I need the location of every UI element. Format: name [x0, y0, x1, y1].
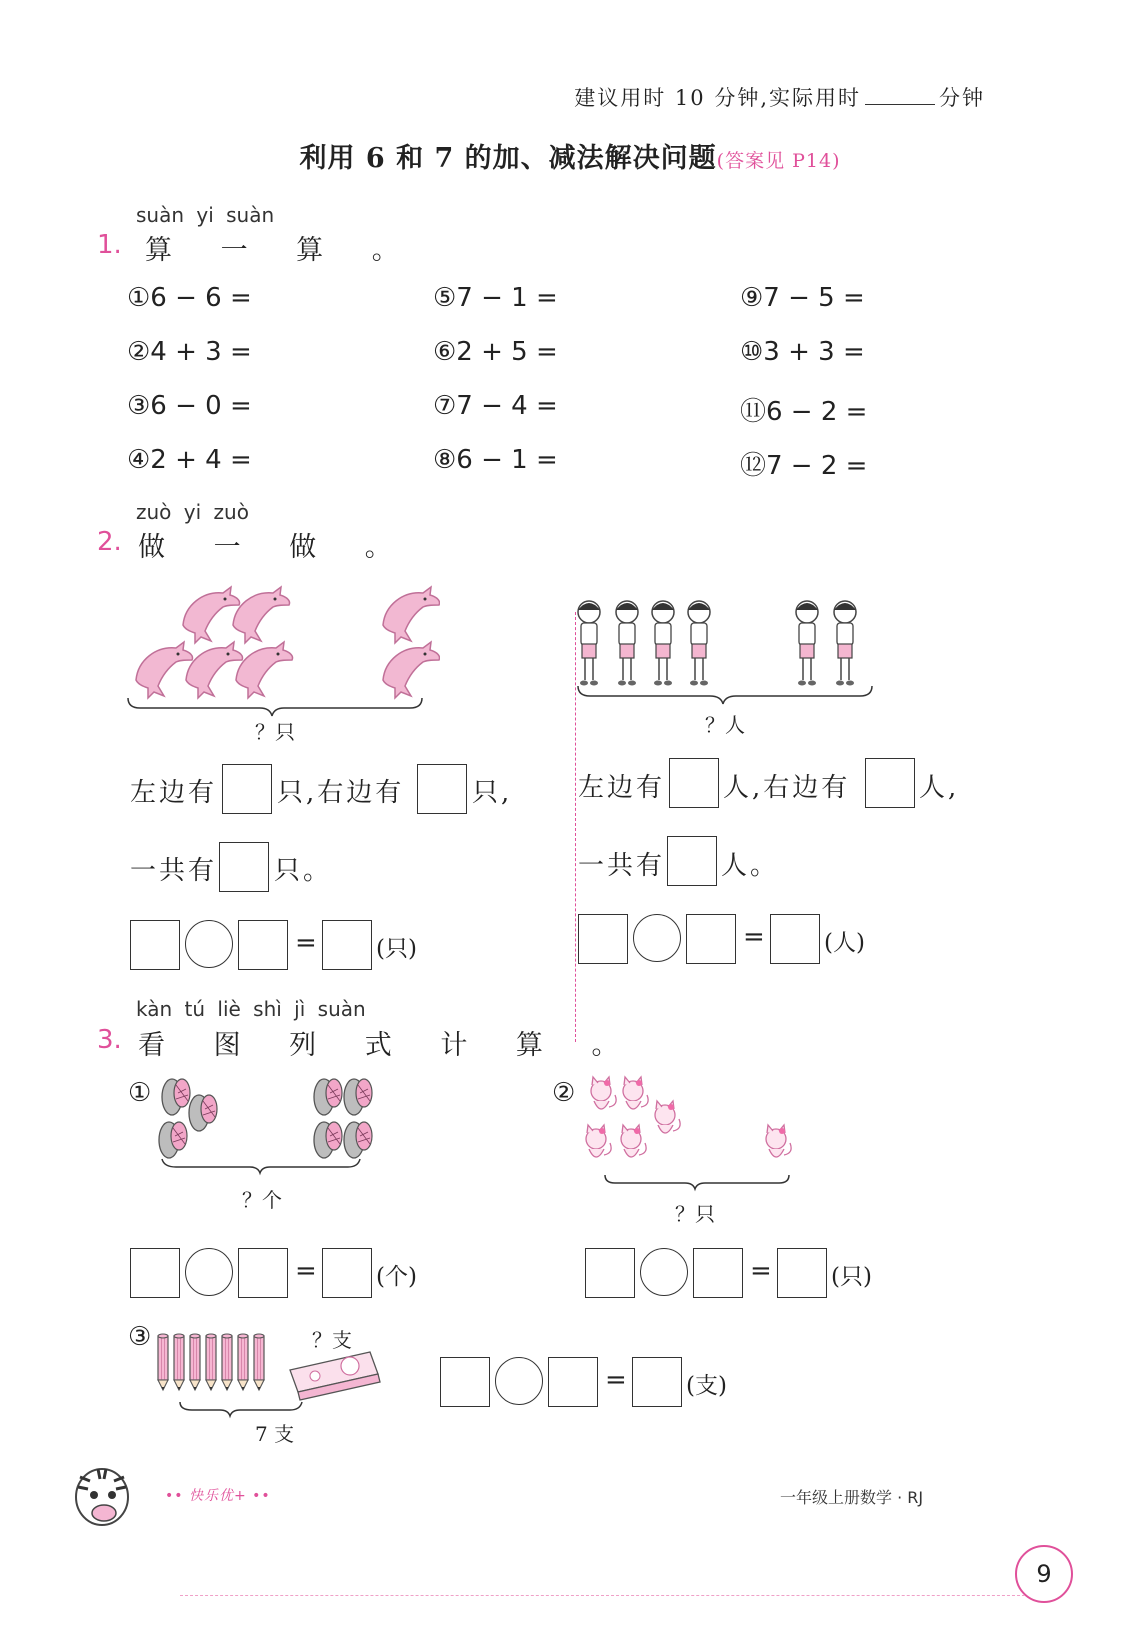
unit-label: (只) [376, 936, 417, 962]
q2-right-s3: 人, [919, 773, 960, 803]
q1-item-7: ⑦7 − 4 = [433, 391, 558, 421]
unit-label: (人) [824, 930, 865, 956]
answer-box[interactable] [222, 764, 272, 814]
page-number: 9 [1015, 1545, 1073, 1603]
corn-icon [314, 1122, 342, 1158]
answer-box[interactable] [669, 758, 719, 808]
time-suffix: 分钟 [939, 86, 985, 110]
dolphin-icon [136, 642, 193, 698]
pencil-icon [190, 1334, 200, 1390]
q1-item-5: ⑤7 − 1 = [433, 283, 558, 313]
q1-text: 算 一 算 。 [145, 235, 419, 266]
equals-sign: = [750, 1256, 772, 1286]
equals-sign: = [743, 922, 765, 952]
suggested-time [574, 82, 985, 112]
q1-pinyin: suàn yi suàn [136, 203, 275, 227]
pencil-icon [222, 1334, 232, 1390]
pencil-icon [174, 1334, 184, 1390]
equation-box[interactable] [578, 914, 628, 964]
equals-sign: = [295, 928, 317, 958]
q1-item-2: ②4 + 3 = [127, 337, 252, 367]
equation-box[interactable] [585, 1248, 635, 1298]
q2-text: 做 一 做 。 [138, 532, 412, 563]
dolphin-icon [383, 642, 440, 698]
answer-box[interactable] [865, 758, 915, 808]
dolphin-icon [383, 587, 440, 643]
q1-item-9: ⑨7 − 5 = [740, 283, 865, 313]
dolphins-brace-label: ？只 [255, 720, 295, 744]
q3-p3-number: ③ [128, 1322, 152, 1352]
operator-circle[interactable] [640, 1248, 688, 1296]
kitten-icon [586, 1125, 611, 1157]
children-illustration [575, 590, 880, 710]
q2-left-s3: 只, [472, 778, 513, 808]
unit-label: (只) [831, 1264, 872, 1290]
q2-right-s1: 左边有 [578, 773, 666, 803]
child-icon [834, 601, 856, 686]
dolphins-illustration [120, 580, 440, 730]
unit-label: (支) [686, 1373, 727, 1399]
pencils-illustration [150, 1330, 390, 1420]
child-icon [688, 601, 710, 686]
brand-label: •• 快乐优+ •• [165, 1488, 271, 1504]
q2-left-s4: 一共有 [130, 856, 218, 886]
pencils-brace-label: 7 支 [255, 1422, 295, 1446]
column-divider [575, 612, 576, 1042]
time-blank[interactable] [865, 86, 935, 105]
corn-icon [344, 1079, 372, 1115]
corn-illustration [150, 1075, 385, 1180]
answer-box[interactable] [417, 764, 467, 814]
corn-icon [159, 1122, 187, 1158]
q1-item-12: ⑫7 − 2 = [740, 451, 868, 481]
dolphin-icon [236, 642, 293, 698]
equation-box[interactable] [238, 1248, 288, 1298]
pencil-icon [238, 1334, 248, 1390]
corn-icon [344, 1122, 372, 1158]
q3-number: 3. [97, 1025, 122, 1055]
dolphin-icon [183, 587, 240, 643]
q1-item-8: ⑧6 − 1 = [433, 445, 558, 475]
dolphin-icon [186, 642, 243, 698]
answer-box[interactable] [667, 836, 717, 886]
kitten-icon [766, 1125, 791, 1157]
equation-box[interactable] [548, 1357, 598, 1407]
q1-item-1: ①6 − 6 = [127, 283, 252, 313]
corn-brace-label: ？个 [242, 1188, 282, 1212]
q1-item-6: ⑥2 + 5 = [433, 337, 558, 367]
q2-left-s1: 左边有 [130, 778, 218, 808]
kitten-icon [655, 1101, 680, 1133]
answer-reference: (答案见 P14) [716, 150, 841, 172]
kitten-icon [621, 1125, 646, 1157]
q2-pinyin: zuò yi zuò [136, 500, 249, 524]
q2-number: 2. [97, 527, 122, 557]
kitten-icon [623, 1077, 648, 1109]
q1-item-10: ⑩3 + 3 = [740, 337, 865, 367]
equation-box[interactable] [130, 920, 180, 970]
q1-item-3: ③6 − 0 = [127, 391, 252, 421]
operator-circle[interactable] [185, 920, 233, 968]
corn-icon [314, 1079, 342, 1115]
equation-box[interactable] [440, 1357, 490, 1407]
equation-box[interactable] [686, 914, 736, 964]
q2-right-s5: 人。 [721, 851, 780, 881]
pencil-icon [206, 1334, 216, 1390]
child-icon [616, 601, 638, 686]
time-prefix: 建议用时 10 分钟,实际用时 [574, 86, 861, 110]
equation-box[interactable] [693, 1248, 743, 1298]
q1-number: 1. [97, 230, 122, 260]
equals-sign: = [295, 1256, 317, 1286]
child-icon [652, 601, 674, 686]
child-icon [796, 601, 818, 686]
unit-label: (个) [376, 1264, 417, 1290]
pencil-icon [254, 1334, 264, 1390]
equation-box[interactable] [322, 920, 372, 970]
q1-item-4: ④2 + 4 = [127, 445, 252, 475]
operator-circle[interactable] [185, 1248, 233, 1296]
q2-left-s2: 只,右边有 [277, 778, 405, 808]
footer-divider [180, 1595, 1025, 1596]
answer-box[interactable] [219, 842, 269, 892]
q2-right-s2: 人,右边有 [723, 773, 851, 803]
children-brace-label: ？人 [705, 713, 745, 737]
q3-pinyin: kàn tú liè shì jì suàn [136, 997, 366, 1021]
equation-box[interactable] [322, 1248, 372, 1298]
q3-p1-number: ① [128, 1078, 152, 1108]
kitten-icon [591, 1077, 616, 1109]
equation-box[interactable] [770, 914, 820, 964]
q2-right-s4: 一共有 [578, 851, 666, 881]
page-title [0, 136, 1140, 175]
kittens-illustration [575, 1075, 805, 1195]
q3-p2-number: ② [552, 1078, 576, 1108]
book-label: 一年级上册数学 · RJ [780, 1488, 924, 1507]
child-icon [578, 601, 600, 686]
equation-box[interactable] [238, 920, 288, 970]
equals-sign: = [605, 1365, 627, 1395]
pencil-case-icon [290, 1352, 380, 1400]
equation-box[interactable] [777, 1248, 827, 1298]
title-main: 利用 6 和 7 的加、减法解决问题 [299, 143, 717, 174]
corn-icon [189, 1095, 217, 1131]
kittens-brace-label: ？只 [675, 1202, 715, 1226]
corn-icon [162, 1079, 190, 1115]
q2-left-s5: 只。 [274, 856, 333, 886]
pencil-case-label: ？支 [312, 1328, 352, 1352]
q3-text: 看 图 列 式 计 算 。 [138, 1030, 639, 1061]
zebra-mascot-icon [62, 1455, 142, 1535]
equation-box[interactable] [632, 1357, 682, 1407]
pencil-icon [158, 1334, 168, 1390]
q1-item-11: ⑪6 − 2 = [740, 397, 868, 427]
equation-box[interactable] [130, 1248, 180, 1298]
operator-circle[interactable] [495, 1357, 543, 1405]
dolphin-icon [233, 587, 290, 643]
operator-circle[interactable] [633, 914, 681, 962]
